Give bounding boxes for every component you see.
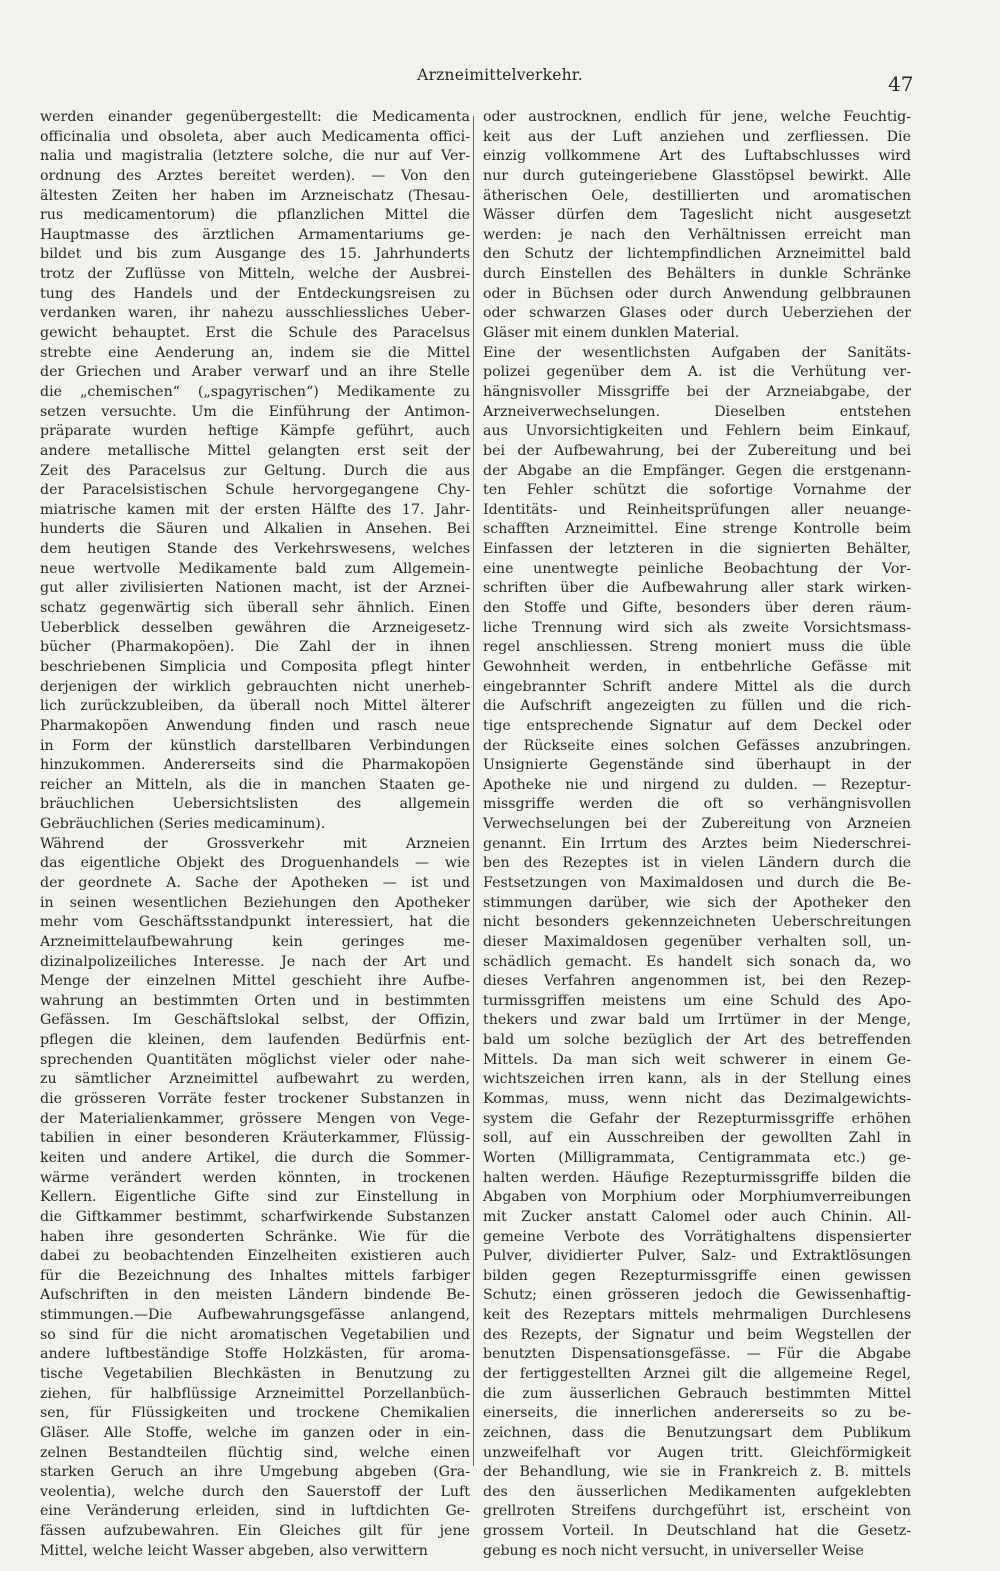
text-line: ältesten Zeiten her haben im Arzneischatz (Thesau-	[40, 187, 470, 204]
text-line: Einfassen der letzteren in die signierten Behälter,	[483, 541, 911, 558]
text-line: neue wertvolle Medikamente bald zum Allgemein-	[40, 560, 470, 577]
text-line: beschriebenen Simplicia und Composita pflegt hinter	[40, 658, 470, 675]
text-line: bilden gegen Rezepturmissgriffe einen gewissen	[483, 1267, 911, 1284]
text-line: Apotheke nie und nirgend zu dulden. — Rezeptur-	[483, 776, 911, 793]
text-line: der Griechen und Araber verwarf und an ihre Stelle	[40, 364, 470, 381]
text-line: eingebrannter Schrift andere Mittel als die durch	[483, 678, 911, 695]
text-line: für die Bezeichnung des Inhaltes mittels farbiger	[40, 1267, 470, 1284]
text-line: liche Trennung wird sich als zweite Vorsichtsmass-	[483, 619, 911, 636]
text-line: Gläser mit einem dunklen Material.	[483, 325, 740, 342]
text-line: hunderts die Säuren und Alkalien in Ansehen. Bei	[40, 521, 470, 538]
text-line: der geordnete A. Sache der Apotheken — ist und	[40, 874, 470, 891]
text-line: den Schutz der lichtempfindlichen Arzneimittel bald	[483, 246, 911, 263]
text-line: Gefässen. Im Geschäftslokal selbst, der Offizin,	[40, 1012, 470, 1029]
text-line: missgriffe werden die oft so verhängnisvollen	[483, 796, 911, 813]
text-line: hängnisvoller Missgriffe bei der Arzneiabgabe, der	[483, 383, 911, 400]
column-divider	[473, 116, 474, 1466]
text-line: werden: je nach den Verhältnissen erreicht man	[483, 226, 911, 243]
text-line: trotz der Zuflüsse von Mitteln, welche der Ausbrei-	[40, 266, 470, 283]
text-line: tung des Handels und der Entdeckungsreisen zu	[40, 285, 470, 302]
text-line: stimmungen.—Die Aufbewahrungsgefässe anlangend,	[40, 1307, 470, 1324]
text-line: reicher an Mitteln, als die in manchen Staaten ge-	[40, 776, 470, 793]
text-line: wahrung an bestimmten Orten und in bestimmten	[40, 992, 470, 1009]
text-line: andere metallische Mittel gelangten erst seit der	[40, 442, 470, 459]
text-line: einzig vollkommene Art des Luftabschlusses wird	[483, 148, 911, 165]
text-line: die Aufschrift angezeigten zu füllen und die rich-	[483, 698, 911, 715]
text-line: turmissgriffen meistens um eine Schuld des Apo-	[483, 992, 911, 1009]
text-line: polizei gegenüber dem A. ist die Verhütung ver-	[483, 364, 911, 381]
text-line: mehr vom Geschäftsstandpunkt interessiert, hat die	[40, 914, 470, 931]
text-line: dieses Verfahren angenommen ist, bei den Rezep-	[483, 973, 911, 990]
text-line: Mittel, welche leicht Wasser abgeben, also verwittern	[40, 1542, 428, 1559]
text-line: gebung es noch nicht versucht, in universeller Weise	[483, 1542, 864, 1559]
text-line: durch Einstellen des Behälters in dunkle Schränke	[483, 266, 911, 283]
text-line: ätherischen Oele, destillierten und aromatischen	[483, 187, 911, 204]
text-line: ordnung des Arztes bereitet werden). — Von den	[40, 167, 470, 184]
text-line: der fertiggestellten Arznei gilt die allgemeine Regel,	[483, 1366, 911, 1382]
text-line: Pulver, dividierter Pulver, Salz- und Extraktlösungen	[483, 1248, 911, 1265]
text-line: Wässer dürfen dem Tageslicht nicht ausgesetzt	[483, 207, 911, 224]
text-line: Während der Grossverkehr mit Arzneien	[40, 835, 470, 852]
text-line: Gläser. Alle Stoffe, welche im ganzen oder in ein-	[40, 1424, 470, 1441]
text-line: bildet und bis zum Ausgange des 15. Jahrhunderts	[40, 246, 470, 263]
text-line: der Paracelsistischen Schule hervorgegangene Chy-	[40, 482, 470, 499]
text-line: unzweifelhaft vor Augen tritt. Gleichförmigkeit	[483, 1444, 911, 1461]
text-line: oder in Büchsen oder durch Anwendung gelbbraunen	[483, 285, 911, 302]
text-line: eine Veränderung erleiden, sind in luftdichten Ge-	[40, 1503, 470, 1520]
text-line: schafften Arzneimittel. Eine strenge Kontrolle beim	[483, 521, 911, 538]
text-line: nicht besonders gekennzeichneten Ueberschreitungen	[483, 914, 911, 931]
page-number: 47	[888, 72, 914, 96]
text-line: schädlich gemacht. Es handelt sich sonach da, wo	[483, 953, 911, 970]
text-line: Festsetzungen von Maximaldosen und durch die Be-	[483, 874, 911, 891]
text-line: werden einander gegenübergestellt: die Medicamenta	[40, 109, 470, 125]
text-line: rus medicamentorum) die pflanzlichen Mittel die	[40, 207, 470, 224]
text-line: Verwechselungen bei der Zubereitung von Arzneien	[483, 816, 911, 833]
text-line: thekers und zwar bald um Irrtümer in der Menge,	[483, 1012, 911, 1029]
text-line: oder austrocknen, endlich für jene, welche Feuchtig-	[483, 109, 911, 125]
text-line: die Giftkammer bestimmt, scharfwirkende Substanzen	[40, 1208, 470, 1225]
text-line: fässen aufzubewahren. Ein Gleiches gilt für jene	[40, 1523, 470, 1540]
text-line: regel anschliessen. Streng moniert muss die üble	[483, 639, 911, 656]
text-line: hinzukommen. Andererseits sind die Pharmakopöen	[40, 757, 470, 774]
text-line: veolentia), welche durch den Sauerstoff der Luft	[40, 1483, 470, 1500]
text-line: oder schwarzen Glases oder durch Ueberziehen der	[483, 305, 911, 322]
text-line: eine unentwegte peinliche Beobachtung der Vor-	[483, 560, 911, 577]
text-line: grossem Vorteil. In Deutschland hat die Gesetz-	[483, 1523, 911, 1540]
text-line: Pharmakopöen Anwendung finden und rasch neue	[40, 717, 470, 734]
text-line: dizinalpolizeiliches Interesse. Je nach der Art und	[40, 953, 470, 970]
text-line: ziehen, für halbflüssige Arzneimittel Porzellanbüch-	[40, 1385, 470, 1402]
text-line: bald um solche bezüglich der Art des betreffenden	[483, 1032, 911, 1049]
text-line: gewicht behauptet. Erst die Schule des Paracelsus	[40, 325, 470, 342]
text-line: die „chemischen“ („spagyrischen“) Medikamente zu	[40, 383, 470, 400]
text-line: dieser Maximaldosen gegenüber verhalten soll, un-	[483, 933, 911, 950]
text-line: ten Fehler schützt die sofortige Vornahme der	[483, 482, 911, 499]
text-line: setzen versuchte. Um die Einführung der Antimon-	[40, 403, 470, 420]
text-line: officinalia und obsoleta, aber auch Medicamenta offici-	[40, 128, 470, 145]
text-line: Kommas, muss, wenn nicht das Dezimalgewichts-	[483, 1091, 911, 1108]
text-line: keit aus der Luft anziehen und zerfliessen. Die	[483, 128, 911, 145]
text-line: andere luftbeständige Stoffe Holzkästen, für aroma-	[40, 1346, 470, 1363]
text-line: Abgaben von Morphium oder Morphiumverreibungen	[483, 1189, 911, 1206]
text-line: system die Gefahr der Rezepturmissgriffe erhöhen	[483, 1110, 911, 1127]
text-line: Arzneiverwechselungen. Dieselben entstehen	[483, 403, 911, 420]
text-line: Eine der wesentlichsten Aufgaben der Sanitäts-	[483, 344, 911, 361]
text-line: keit des Rezeptars mittels mehrmaligen Durchlesens	[483, 1307, 911, 1324]
text-line: halten werden. Häufige Rezepturmissgriffe bilden die	[483, 1169, 911, 1186]
text-line: grellroten Streifens durchgeführt ist, erscheint von	[483, 1503, 911, 1520]
text-line: soll, auf ein Ausschreiben der gewollten Zahl in	[483, 1130, 911, 1147]
text-line: derjenigen der wirklich gebrauchten nicht unerheb-	[40, 678, 470, 695]
text-line: gemeine Verbote des Vorrätighaltens dispensierter	[483, 1228, 911, 1245]
text-line: genannt. Ein Irrtum des Arztes beim Niederschrei-	[483, 835, 911, 852]
text-line: präparate wurden heftige Kämpfe geführt, auch	[40, 423, 470, 440]
text-line: verdanken waren, ihr nahezu ausschliessliches Ueber-	[40, 305, 470, 322]
text-line: Worten (Milligrammata, Centigrammata etc.) ge-	[483, 1149, 911, 1166]
text-line: tische Vegetabilien Blechkästen in Benutzung zu	[40, 1366, 470, 1382]
text-line: pflegen die kleinen, dem laufenden Bedürfnis ent-	[40, 1032, 470, 1049]
text-line: Gewohnheit werden, in entbehrliche Gefässe mit	[483, 658, 911, 675]
text-line: zu sämtlicher Arzneimittel aufbewahrt zu werden,	[40, 1071, 470, 1088]
text-line: dabei zu beobachtenden Einzelheiten existieren auch	[40, 1248, 470, 1265]
text-line: schatz gegenwärtig sich überall sehr ähnlich. Einen	[40, 600, 470, 617]
text-line: zelnen Bestandteilen flüchtig sind, welche einen	[40, 1444, 470, 1461]
text-line: der Behandlung, wie sie in Frankreich z. B. mittels	[483, 1464, 911, 1481]
text-line: in Form der künstlich darstellbaren Verbindungen	[40, 737, 470, 754]
text-line: bei der Aufbewahrung, bei der Zubereitung und bei	[483, 442, 911, 459]
right-column	[483, 108, 911, 1561]
text-line: Unsignierte Gegenstände sind überhaupt in der	[483, 757, 911, 774]
text-line: des Rezepts, der Signatur und beim Wegstellen der	[483, 1326, 911, 1343]
text-line: einerseits, die innerlichen andererseits so zu be-	[483, 1405, 911, 1422]
text-line: bücher (Pharmakopöen). Die Zahl der in ihnen	[40, 639, 470, 656]
text-line: Schutz; einen grösseren jedoch die Gewissenhaftig-	[483, 1287, 911, 1304]
text-line: starken Geruch an ihre Umgebung abgeben (Gra-	[40, 1464, 470, 1481]
text-line: schriften über die Aufbewahrung aller stark wirken-	[483, 580, 911, 597]
text-line: das eigentliche Objekt des Droguenhandels — wie	[40, 855, 470, 872]
text-line: miatrische kamen mit der ersten Hälfte des 17. Jahr-	[40, 501, 470, 518]
text-line: des den äusserlichen Medikamenten aufgeklebten	[483, 1483, 911, 1500]
text-line: lich zurückzubleiben, da überall noch Mittel älterer	[40, 698, 470, 715]
text-line: sen, für Flüssigkeiten und trockene Chemikalien	[40, 1405, 470, 1422]
text-line: Arzneimittelaufbewahrung kein geringes me-	[40, 933, 470, 950]
text-line: gut aller zivilisierten Nationen macht, ist der Arznei-	[40, 580, 470, 597]
running-header: Arzneimittelverkehr.	[417, 66, 583, 84]
text-line: strebte eine Aenderung an, indem sie die Mittel	[40, 344, 470, 361]
text-line: wärme verändert werden könnten, in trockenen	[40, 1169, 470, 1186]
text-line: wichtszeichen irren kann, als in der Stellung eines	[483, 1071, 911, 1088]
text-line: der Abgabe an die Empfänger. Gegen die erstgenann-	[483, 462, 911, 479]
text-line: Ueberblick desselben gewähren die Arzneigesetz-	[40, 619, 470, 636]
text-line: keiten und andere Artikel, die durch die Sommer-	[40, 1149, 470, 1166]
text-line: nur durch guteingeriebene Glasstöpsel bewirkt. Alle	[483, 167, 911, 184]
text-line: zeichnen, dass die Benutzungsart dem Publikum	[483, 1424, 911, 1441]
text-line: die zum äusserlichen Gebrauch bestimmten Mittel	[483, 1385, 911, 1402]
text-line: tabilien in einer besonderen Kräuterkammer, Flüssig-	[40, 1130, 470, 1147]
text-line: Mittels. Da man sich weit schwerer in einem Ge-	[483, 1051, 911, 1068]
text-line: aus Unvorsichtigkeiten und Fehlern beim Einkauf,	[483, 423, 911, 440]
text-line: tige entsprechende Signatur auf dem Deckel oder	[483, 717, 911, 734]
text-line: dem heutigen Stande des Verkehrswesens, welches	[40, 541, 470, 558]
text-line: Menge der einzelnen Mittel geschieht ihre Aufbe-	[40, 973, 470, 990]
text-line: der Rückseite eines solchen Gefässes anzubringen.	[483, 737, 911, 754]
text-line: Aufschriften in den meisten Ländern bindende Be-	[40, 1287, 470, 1304]
text-line: Zeit des Paracelsus zur Geltung. Durch die aus	[40, 462, 470, 479]
text-line: in seinen wesentlichen Beziehungen den Apotheker	[40, 894, 470, 911]
text-line: stimmungen darüber, wie sich der Apotheker den	[483, 894, 911, 911]
text-line: so sind für die nicht aromatischen Vegetabilien und	[40, 1326, 470, 1343]
left-column	[40, 108, 470, 1561]
text-line: ben des Rezeptes ist in vielen Ländern durch die	[483, 855, 911, 872]
text-line: Kellern. Eigentliche Gifte sind zur Einstellung in	[40, 1189, 470, 1206]
text-line: mit Zucker anstatt Calomel oder auch Chinin. All-	[483, 1208, 911, 1225]
text-line: nalia und magistralia (letztere solche, die nur auf Ver-	[40, 148, 470, 165]
text-line: haben ihre gesonderten Schränke. Wie für die	[40, 1228, 470, 1245]
text-line: den Stoffe und Gifte, besonders über deren räum-	[483, 600, 911, 617]
text-line: Hauptmasse des ärztlichen Armamentariums ge-	[40, 226, 470, 243]
text-line: die grösseren Vorräte fester trockener Substanzen in	[40, 1091, 470, 1108]
text-line: der Materialienkammer, grössere Mengen von Vege-	[40, 1110, 470, 1127]
text-line: sprechenden Quantitäten möglichst vieler oder nahe-	[40, 1051, 470, 1068]
text-line: Gebräuchlichen (Series medicaminum).	[40, 816, 326, 833]
text-line: Identitäts- und Reinheitsprüfungen aller neuange-	[483, 501, 911, 518]
text-line: bräuchlichen Uebersichtslisten des allgemein	[40, 796, 470, 813]
text-line: benutzten Dispensationsgefässe. — Für die Abgabe	[483, 1346, 911, 1363]
